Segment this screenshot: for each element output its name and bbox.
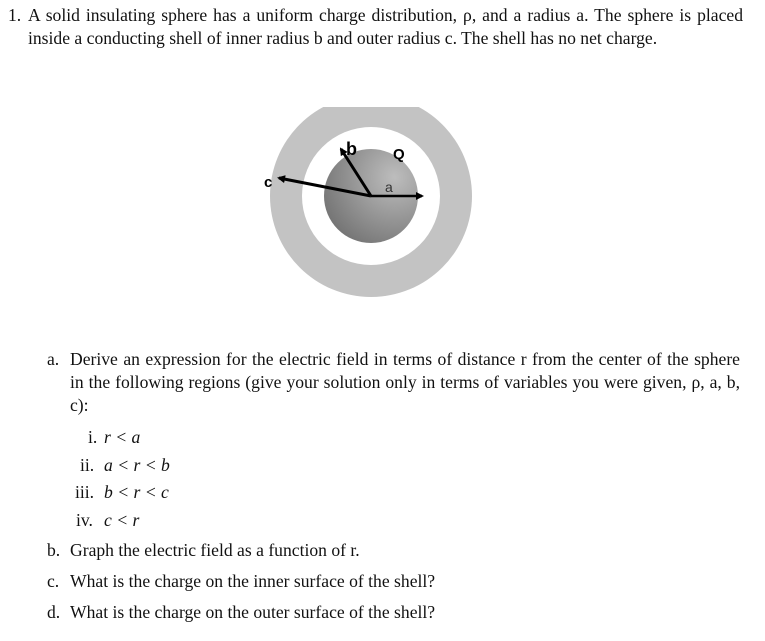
problem-number: 1. [8,5,22,25]
label-b: b [346,139,357,159]
subitem-expression: c < r [104,510,140,530]
subitem-expression: a < r < b [104,455,170,475]
label-q: Q [393,146,405,163]
label-c: c [264,174,273,191]
question-marker: a. [47,349,60,369]
label-a: a [385,179,393,195]
question-marker: d. [47,602,61,622]
question-text: Derive an expression for the electric field in terms of distance r from the center of the sphere in the following regions (give your solution only in terms of variables you were given, ρ, a, b, c): [70,349,740,415]
subitem-marker: iv. [76,510,93,530]
question-marker: b. [47,540,61,560]
subitem-marker: ii. [80,455,95,475]
subitem-marker: iii. [75,482,95,502]
subitem-marker: i. [88,427,98,447]
question-marker: c. [47,571,60,591]
subitem-expression: b < r < c [104,482,169,502]
subitem-expression: r < a [104,427,141,447]
question-text: What is the charge on the outer surface of the shell? [70,602,436,622]
question-text: What is the charge on the inner surface of the shell? [70,571,436,591]
problem-text: A solid insulating sphere has a uniform charge distribution, ρ, and a radius a. The sphere is placed inside a conducting shell of inner radius b and outer radius c. The shell has no net charge. [28,5,743,48]
question-text: Graph the electric field as a function of r. [70,540,360,560]
